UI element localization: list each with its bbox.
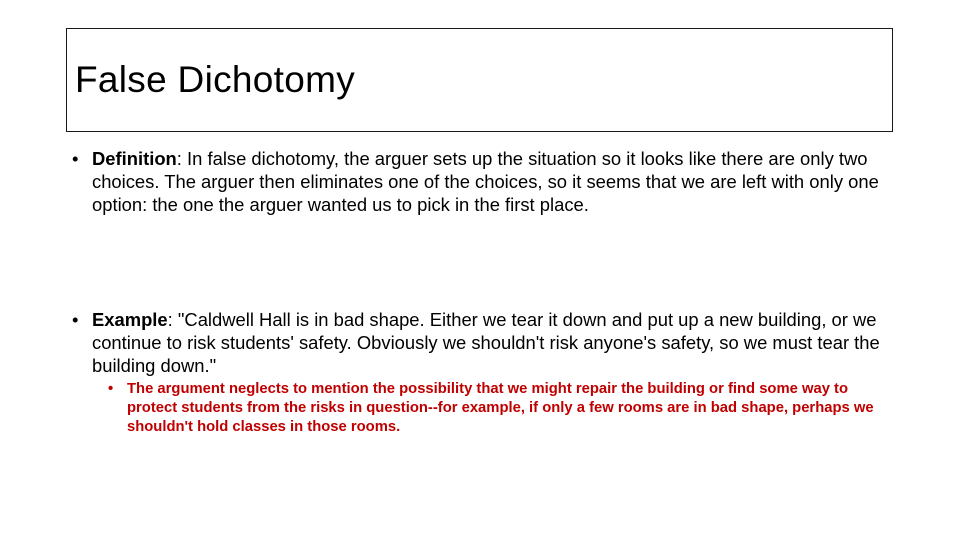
example-term: Example — [92, 309, 168, 330]
definition-term: Definition — [92, 148, 177, 169]
example-bullet — [72, 308, 882, 377]
example-text: "Caldwell Hall is in bad shape. Either we tear it down and put up a new building, or we continue to risk students' safety. Obviously we shouldn't risk anyone's safety, so we must tear the building down." — [92, 309, 880, 376]
bullet-icon: • — [108, 381, 114, 397]
definition-text: In false dichotomy, the arguer sets up the situation so it looks like there are only two choices. The arguer then eliminates one of the choices, so it seems that we are left with only one option: the one the arguer wanted us to pick in the first place. — [92, 148, 879, 215]
definition-separator: : — [176, 148, 182, 169]
bullet-icon: • — [72, 309, 79, 330]
definition-bullet — [72, 147, 882, 216]
slide-title: False Dichotomy — [75, 59, 356, 100]
explanation-sub-bullet — [108, 380, 888, 437]
definition-body — [92, 147, 882, 216]
example-separator: : — [167, 309, 173, 330]
explanation-text: The argument neglects to mention the possibility that we might repair the building or find some way to protect students from the risks in question--for example, if only a few rooms are in bad shape, perhaps we shouldn't hold classes in those rooms. — [127, 381, 874, 435]
example-body — [92, 308, 882, 377]
title-box — [66, 28, 893, 132]
bullet-icon: • — [72, 148, 79, 169]
